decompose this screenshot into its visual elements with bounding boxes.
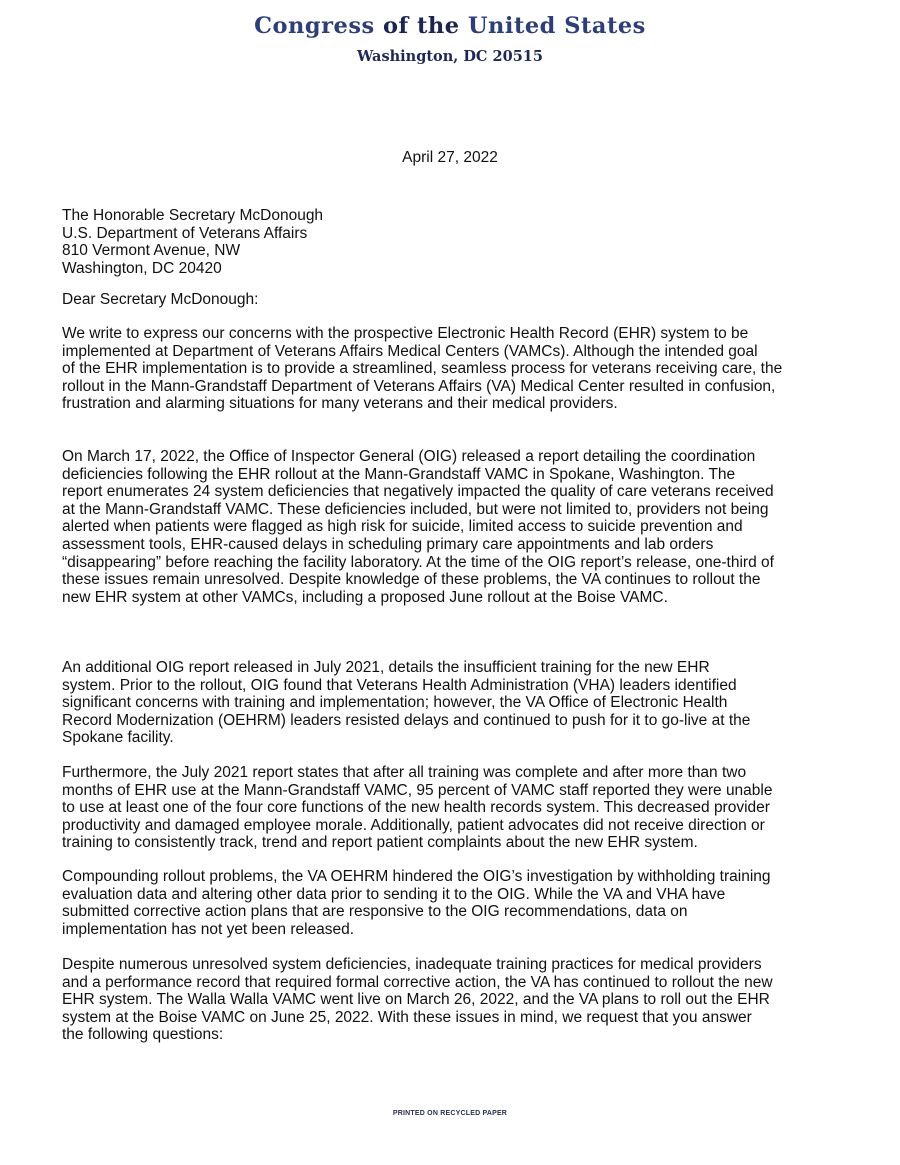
body-paragraph-6 xyxy=(62,956,862,1044)
paragraph-line: significant concerns with training and implementation; however, the VA Office of Electronic Health xyxy=(62,694,728,712)
address-line: 810 Vermont Avenue, NW xyxy=(62,242,241,260)
paragraph-line: to use at least one of the four core functions of the new health records system. This decreased provider xyxy=(62,799,770,817)
paragraph-line: implemented at Department of Veterans Affairs Medical Centers (VAMCs). Although the intended goal xyxy=(62,342,758,360)
paragraph-line: Despite numerous unresolved system deficiencies, inadequate training practices for medical providers xyxy=(62,956,762,973)
letterhead-title-congress: Congress xyxy=(254,13,375,39)
paragraph-line: and a performance record that required formal corrective action, the VA has continued to rollout the new xyxy=(62,973,773,991)
paragraph-line: months of EHR use at the Mann-Grandstaff VAMC, 95 percent of VAMC staff reported they were unable xyxy=(62,781,773,799)
paragraph-line: system at the Boise VAMC on June 25, 2022. With these issues in mind, we request that you answer xyxy=(62,1008,752,1026)
paragraph-line: On March 17, 2022, the Office of Inspector General (OIG) released a report detailing the coordination xyxy=(62,448,756,465)
body-paragraph-5 xyxy=(62,868,862,938)
address-line: The Honorable Secretary McDonough xyxy=(62,207,324,224)
paragraph-line: alerted when patients were flagged as high risk for suicide, limited access to suicide prevention and xyxy=(62,518,743,536)
paragraph-line: Furthermore, the July 2021 report states that after all training was complete and after more than two xyxy=(62,764,747,781)
paragraph-line: at the Mann-Grandstaff VAMC. These deficiencies included, but were not limited to, providers not being xyxy=(62,500,769,518)
body-paragraph-4 xyxy=(62,764,862,852)
paragraph-line: frustration and alarming situations for many veterans and their medical providers. xyxy=(62,395,618,413)
body-paragraph-1 xyxy=(62,325,862,413)
paragraph-line: evaluation data and altering other data prior to sending it to the OIG. While the VA and VHA have xyxy=(62,885,726,903)
salutation: Dear Secretary McDonough: xyxy=(62,291,259,308)
paragraph-line: rollout in the Mann-Grandstaff Department of Veterans Affairs (VA) Medical Center resulted in confusion, xyxy=(62,377,776,395)
paragraph-line: report enumerates 24 system deficiencies that negatively impacted the quality of care veterans received xyxy=(62,483,774,501)
recycled-paper-footer: PRINTED ON RECYCLED PAPER xyxy=(392,1110,508,1117)
paragraph-line: the following questions: xyxy=(62,1026,224,1044)
paragraph-line: We write to express our concerns with the prospective Electronic Health Record (EHR) system to be xyxy=(62,325,749,342)
letterhead-title xyxy=(0,13,900,39)
paragraph-line: implementation has not yet been released. xyxy=(62,920,355,938)
paragraph-line: deficiencies following the EHR rollout at the Mann-Grandstaff VAMC in Spokane, Washington. The xyxy=(62,465,736,483)
paragraph-line: submitted corrective action plans that are responsive to the OIG recommendations, data on xyxy=(62,903,688,921)
letter-date: April 27, 2022 xyxy=(402,149,498,166)
letterhead-title-united-states: United States xyxy=(467,13,646,39)
paragraph-line: Compounding rollout problems, the VA OEHRM hindered the OIG’s investigation by withholding training xyxy=(62,868,771,885)
paragraph-line: system. Prior to the rollout, OIG found that Veterans Health Administration (VHA) leaders identified xyxy=(62,676,737,694)
body-paragraph-3 xyxy=(62,659,862,747)
paragraph-line: these issues remain unresolved. Despite knowledge of these problems, the VA continues to rollout the xyxy=(62,571,761,589)
paragraph-line: Spokane facility. xyxy=(62,729,174,747)
paragraph-line: productivity and damaged employee morale. Additionally, patient advocates did not receive direction or xyxy=(62,816,765,834)
paragraph-line: Record Modernization (OEHRM) leaders resisted delays and continued to push for it to go-live at the xyxy=(62,711,751,729)
recipient-address xyxy=(62,207,862,277)
letterhead-subtitle: Washington, DC 20515 xyxy=(357,48,543,65)
paragraph-line: assessment tools, EHR-caused delays in scheduling primary care appointments and lab orders xyxy=(62,535,714,553)
letterhead-title-of-the: of the xyxy=(383,13,460,39)
address-line: Washington, DC 20420 xyxy=(62,259,222,277)
paragraph-line: EHR system. The Walla Walla VAMC went live on March 26, 2022, and the VA plans to roll out the EHR xyxy=(62,991,770,1009)
paragraph-line: An additional OIG report released in July 2021, details the insufficient training for the new EHR xyxy=(62,659,710,676)
paragraph-line: training to consistently track, trend and report patient complaints about the new EHR system. xyxy=(62,834,698,852)
paragraph-line: “disappearing” before reaching the facility laboratory. At the time of the OIG report’s release, one-third of xyxy=(62,553,774,571)
address-line: U.S. Department of Veterans Affairs xyxy=(62,224,308,242)
paragraph-line: new EHR system at other VAMCs, including a proposed June rollout at the Boise VAMC. xyxy=(62,588,668,606)
paragraph-line: of the EHR implementation is to provide a streamlined, seamless process for veterans receiving care, the xyxy=(62,360,783,378)
body-paragraph-2 xyxy=(62,448,862,606)
